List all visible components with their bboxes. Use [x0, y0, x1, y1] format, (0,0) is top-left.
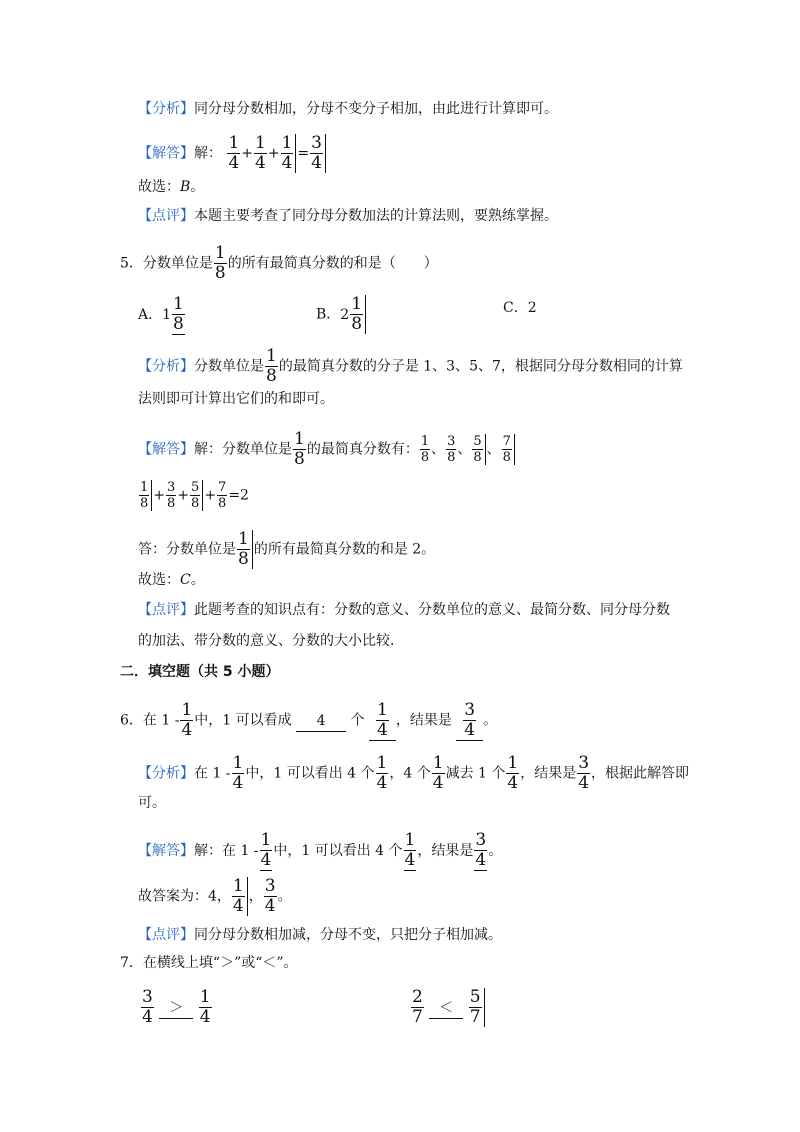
- fraction: [432, 754, 445, 793]
- equals-sign: =: [297, 145, 310, 162]
- numerator: 1: [404, 830, 416, 850]
- numerator: 5: [191, 480, 200, 495]
- analysis-tag: 【分析】: [138, 765, 194, 782]
- stem-text: 中，1 可以看成: [194, 712, 292, 729]
- numerator: 3: [464, 700, 476, 720]
- numerator: 7: [502, 434, 511, 449]
- numerator: 2: [412, 987, 423, 1007]
- numerator: 1: [266, 346, 277, 366]
- denominator: 8: [294, 449, 305, 469]
- plus-sign: +: [241, 145, 254, 162]
- denominator: 4: [507, 773, 519, 793]
- option-label: C．: [503, 300, 528, 316]
- analysis-text: ，结果是: [520, 765, 577, 782]
- fraction: [446, 434, 456, 465]
- q4-analysis-text: 同分母分数相加，分母不变分子相加，由此进行计算即可。: [194, 101, 558, 117]
- blank-answer: 4: [296, 711, 346, 732]
- q6-analysis: [138, 754, 689, 793]
- numerator: 7: [218, 480, 227, 495]
- answer-text: 解：在 1 -: [194, 843, 259, 859]
- q4-answer: [138, 134, 327, 173]
- choice-text: 故选：: [138, 572, 180, 588]
- denominator: 4: [181, 720, 193, 740]
- separator: 、: [431, 441, 446, 458]
- analysis-text: 法则即可计算出它们的和即可。: [138, 391, 334, 407]
- comment-text: 同分母分数相加减，分母不变，只把分子相加减。: [194, 927, 502, 943]
- numerator: 1: [507, 753, 519, 773]
- plus-sign: +: [204, 487, 217, 504]
- numerator: 1: [238, 529, 249, 549]
- choice-letter: B: [180, 179, 191, 195]
- answer-text: 的最简真分数有：: [306, 441, 419, 458]
- numerator: 3: [447, 434, 456, 449]
- fraction: [232, 754, 245, 793]
- plus-sign: +: [267, 145, 280, 162]
- q6-answer: [138, 831, 502, 871]
- plus-sign: +: [177, 487, 190, 504]
- numerator: 3: [142, 987, 153, 1007]
- q6-analysis-cont: [138, 793, 166, 813]
- fraction: [139, 480, 152, 511]
- denominator: 4: [232, 773, 244, 793]
- fraction: [376, 701, 389, 740]
- reply-text: 答：分数单位是: [138, 541, 236, 558]
- choice-letter: C: [180, 572, 191, 588]
- stem-text: ，结果是: [395, 712, 452, 729]
- fraction: [217, 480, 227, 511]
- numerator: 1: [255, 133, 266, 153]
- denominator: 7: [412, 1007, 423, 1027]
- denominator: 4: [376, 773, 388, 793]
- answer-prefix: 解：: [194, 145, 222, 162]
- denominator: 4: [377, 720, 388, 740]
- mixed-number: [162, 295, 186, 335]
- fraction: [404, 831, 417, 871]
- fraction: [474, 831, 487, 871]
- numerator: 1: [432, 753, 444, 773]
- denominator: 8: [140, 496, 149, 511]
- comment-text: 此题考查的知识点有：分数的意义、分数单位的意义、最简分数、同分母分数: [194, 602, 670, 618]
- denominator: 8: [351, 314, 363, 334]
- q5-choice: [138, 570, 205, 590]
- q7-stem: [120, 953, 298, 973]
- choice-end: 。: [190, 179, 205, 195]
- fraction: [411, 988, 424, 1027]
- denominator: 4: [404, 850, 416, 870]
- analysis-tag: 【分析】: [138, 358, 194, 375]
- fraction: [237, 530, 253, 569]
- denominator: 4: [142, 1007, 153, 1027]
- q6-stem: [120, 701, 497, 741]
- fraction: [463, 701, 476, 740]
- fraction: [199, 988, 212, 1027]
- answer-tag: 【解答】: [138, 843, 194, 859]
- fraction: [166, 480, 176, 511]
- denominator: 8: [447, 450, 456, 465]
- numerator: 3: [167, 480, 176, 495]
- denominator: 8: [238, 549, 249, 569]
- numerator: 1: [260, 830, 272, 850]
- question-number: 6．: [120, 712, 143, 729]
- q6-comment: [138, 925, 502, 945]
- analysis-text: 分数单位是: [194, 358, 264, 375]
- option-value: 2: [527, 300, 537, 316]
- q5-option-c: [503, 298, 537, 318]
- stem-text: 的所有最简真分数的和是（ ）: [227, 255, 438, 272]
- q5-analysis-cont: [138, 389, 334, 409]
- numerator: 1: [199, 987, 211, 1007]
- analysis-text: ，4 个: [389, 765, 431, 782]
- numerator: 1: [232, 753, 244, 773]
- choice-end: 。: [190, 572, 205, 588]
- fraction: [350, 295, 366, 334]
- denominator: 8: [218, 496, 227, 511]
- stem-text: 在 1 -: [142, 712, 180, 729]
- q6-fill: [138, 877, 292, 916]
- fraction: [577, 754, 590, 793]
- choice-text: 故选：: [138, 179, 180, 195]
- numerator: 1: [140, 480, 149, 495]
- answer-text: 解：分数单位是: [194, 441, 292, 458]
- fraction: [227, 134, 240, 173]
- fraction: [141, 988, 154, 1027]
- numerator: 1: [281, 133, 293, 153]
- answer-text: 。: [488, 843, 503, 859]
- comment-tag: 【点评】: [138, 602, 194, 618]
- numerator: 1: [377, 700, 388, 720]
- numerator: 1: [420, 434, 430, 449]
- plus-sign: +: [153, 487, 166, 504]
- blank-answer: ＞: [159, 998, 193, 1019]
- stem-text: 在横线上填“＞”或“＜”。: [142, 955, 298, 971]
- option-label: A．: [138, 307, 163, 323]
- q5-stem: [120, 244, 438, 283]
- separator: 、: [457, 441, 472, 458]
- q7-compare-right: [410, 988, 486, 1027]
- denominator: 8: [191, 496, 200, 511]
- numerator: 3: [475, 830, 487, 850]
- numerator: 1: [351, 294, 363, 314]
- fraction: [232, 877, 248, 916]
- answer-tag: 【解答】: [138, 441, 194, 458]
- analysis-tag: 【分析】: [138, 101, 194, 117]
- denominator: 4: [260, 850, 272, 870]
- blank-answer: [369, 701, 396, 741]
- fraction: [506, 754, 519, 793]
- q5-comment-cont: [138, 631, 394, 651]
- denominator: 8: [473, 450, 482, 465]
- numerator: 5: [473, 434, 482, 449]
- analysis-text: ，根据此解答即: [591, 765, 690, 782]
- denominator: 4: [228, 153, 240, 173]
- denominator: 4: [232, 896, 244, 916]
- fraction: [260, 831, 273, 871]
- fill-text: 故答案为：4，: [138, 888, 231, 905]
- denominator: 8: [173, 314, 184, 334]
- fill-text: ，: [248, 888, 263, 905]
- numerator: 1: [228, 133, 240, 153]
- section-heading: 二．填空题（共 5 小题）: [120, 664, 280, 680]
- numerator: 3: [264, 876, 276, 896]
- stem-text: 分数单位是: [142, 255, 213, 272]
- q4-comment: [138, 206, 558, 226]
- q5-analysis: [138, 347, 683, 386]
- denominator: 4: [578, 773, 590, 793]
- denominator: 8: [502, 450, 511, 465]
- fraction: [502, 434, 515, 465]
- q7-compare-left: [140, 988, 213, 1027]
- fraction: [376, 754, 389, 793]
- numerator: 3: [311, 133, 322, 153]
- fraction: [293, 430, 306, 469]
- fraction: [214, 244, 227, 283]
- denominator: 8: [214, 263, 226, 283]
- numerator: 1: [173, 294, 184, 314]
- denominator: 4: [432, 773, 444, 793]
- numerator: 1: [181, 700, 193, 720]
- fraction: [172, 295, 185, 335]
- denominator: 4: [264, 896, 276, 916]
- denominator: 8: [266, 366, 277, 386]
- denominator: 7: [469, 1007, 481, 1027]
- numerator: 3: [578, 753, 590, 773]
- fraction: [472, 434, 485, 465]
- fraction: [281, 134, 297, 173]
- denominator: 4: [255, 153, 266, 173]
- blank-answer: ＜: [429, 998, 463, 1019]
- answer-tag: 【解答】: [138, 145, 194, 162]
- fill-text: 。: [277, 888, 292, 905]
- numerator: 1: [376, 753, 388, 773]
- q5-comment: [138, 600, 670, 620]
- fraction: [420, 434, 430, 465]
- denominator: 4: [281, 153, 293, 173]
- whole-part: 2: [340, 306, 350, 323]
- question-number: 7．: [120, 955, 143, 971]
- answer-text: ，结果是: [417, 843, 474, 859]
- option-label: B．: [316, 306, 341, 323]
- analysis-text: 可。: [138, 795, 166, 811]
- mixed-number: [340, 295, 367, 334]
- q5-answer: [138, 430, 516, 469]
- blank-answer: [456, 701, 483, 741]
- fraction: [310, 134, 326, 173]
- analysis-text: 中，1 可以看出 4 个: [245, 765, 375, 782]
- whole-part: 1: [162, 307, 172, 323]
- fraction: [190, 480, 203, 511]
- answer-text: 中，1 可以看出 4 个: [273, 843, 403, 859]
- q5-option-a: [138, 295, 186, 335]
- denominator: 4: [475, 850, 487, 870]
- numerator: 1: [232, 876, 244, 896]
- fraction: [180, 701, 193, 740]
- denominator: 8: [420, 450, 430, 465]
- stem-text: 个: [350, 712, 365, 729]
- analysis-text: 减去 1 个: [445, 765, 506, 782]
- denominator: 4: [311, 153, 322, 173]
- fraction: [265, 347, 278, 386]
- denominator: 8: [167, 496, 176, 511]
- separator: 、: [486, 441, 501, 458]
- question-number: 5．: [120, 255, 143, 272]
- comment-tag: 【点评】: [138, 208, 194, 224]
- fraction: [469, 988, 485, 1027]
- analysis-text: 在 1 -: [194, 765, 231, 782]
- q5-option-b: [316, 295, 367, 334]
- q4-choice: [138, 177, 204, 197]
- numerator: 1: [294, 429, 305, 449]
- comment-tag: 【点评】: [138, 927, 194, 943]
- comment-text: 本题主要考查了同分母分数加法的计算法则，要熟练掌握。: [194, 208, 558, 224]
- numerator: 1: [214, 243, 226, 263]
- q4-analysis: [138, 99, 558, 119]
- numerator: 5: [469, 987, 481, 1007]
- stem-text: 。: [483, 712, 498, 729]
- fraction: [254, 134, 267, 173]
- q5-reply: [138, 530, 435, 569]
- denominator: 4: [199, 1007, 211, 1027]
- denominator: 4: [464, 720, 476, 740]
- analysis-text: 的最简真分数的分子是 1、3、5、7，根据同分母分数相同的计算: [278, 358, 683, 375]
- q5-sum: [138, 480, 249, 511]
- reply-text: 的所有最简真分数的和是 2。: [253, 541, 436, 558]
- fraction: [264, 877, 277, 916]
- sum-result: =2: [228, 487, 249, 504]
- comment-text: 的加法、带分数的意义、分数的大小比较.: [138, 633, 395, 649]
